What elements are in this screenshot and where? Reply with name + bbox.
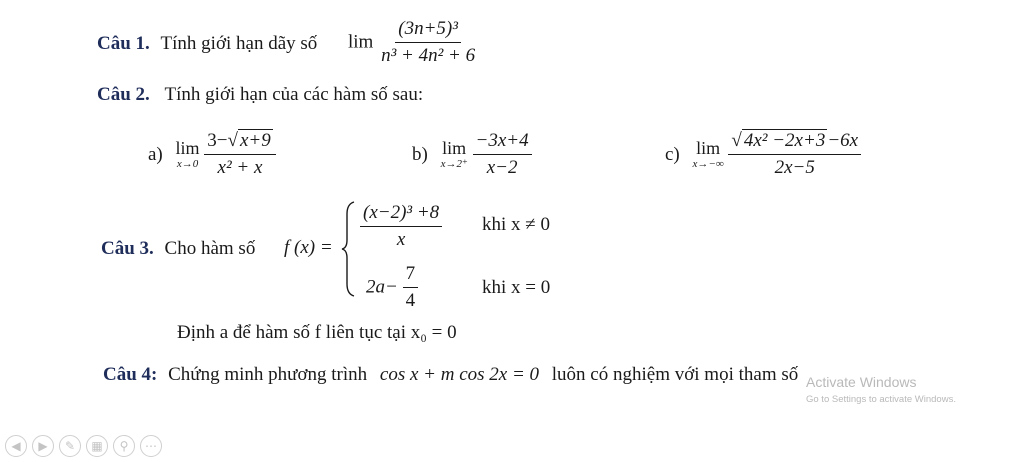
lim-subscript: x→0 xyxy=(176,158,199,170)
question-2 xyxy=(97,84,423,106)
case-2-term: 2a− xyxy=(366,276,398,298)
question-4-label: Câu 4: xyxy=(103,364,158,385)
lim-block xyxy=(176,139,200,170)
question-3-task: Định a để hàm số f liên tục tại x₀ = 0 xyxy=(177,322,457,343)
fraction-numerator: 7 xyxy=(403,263,419,288)
question-1-formula xyxy=(348,18,478,67)
part-a-tag: a) xyxy=(148,143,163,165)
question-2c xyxy=(665,130,861,179)
lim-subscript: x→−∞ xyxy=(692,158,724,170)
part-a-fraction xyxy=(204,130,275,179)
lim-symbol: lim xyxy=(696,138,721,158)
question-2-text: Tính giới hạn của các hàm số sau: xyxy=(164,84,424,105)
slides-icon[interactable]: ▦ xyxy=(86,435,108,457)
fraction-denominator: 4 xyxy=(405,290,416,311)
question-1-label: Câu 1. xyxy=(97,33,150,54)
forward-icon[interactable]: ▶ xyxy=(32,435,54,457)
question-3 xyxy=(101,238,255,260)
case-1-fraction xyxy=(360,202,442,251)
question-2-label: Câu 2. xyxy=(97,84,150,105)
activate-windows-subtitle: Go to Settings to activate Windows. xyxy=(806,394,956,405)
lim-block xyxy=(441,139,468,170)
case-2-fraction xyxy=(403,263,419,312)
question-3-text: Cho hàm số xyxy=(164,238,256,259)
part-b-tag: b) xyxy=(412,143,428,165)
numerator-term: −6x xyxy=(827,130,859,151)
lim-subscript: x→2⁺ xyxy=(440,158,468,170)
case-1-expression xyxy=(360,202,442,251)
case-2-condition: khi x = 0 xyxy=(482,277,551,298)
sqrt-radicand: x+9 xyxy=(239,130,271,151)
fraction-numerator: −3x+4 xyxy=(473,130,532,155)
question-2a xyxy=(148,130,276,179)
zoom-icon[interactable]: ⚲ xyxy=(113,435,135,457)
question-3-label: Câu 3. xyxy=(101,238,154,259)
part-c-tag: c) xyxy=(665,143,680,165)
question-1-fraction xyxy=(378,18,478,67)
lim-block xyxy=(693,139,724,170)
back-icon[interactable]: ◀ xyxy=(5,435,27,457)
case-1-condition: khi x ≠ 0 xyxy=(482,214,550,235)
lim-symbol: lim xyxy=(348,31,374,53)
fraction-numerator: (x−2)³ +8 xyxy=(360,202,442,227)
pen-icon[interactable]: ✎ xyxy=(59,435,81,457)
piecewise-brace xyxy=(340,200,358,298)
fraction-denominator: x² + x xyxy=(217,157,263,178)
part-c-fraction xyxy=(728,130,861,179)
lim-symbol: lim xyxy=(442,138,467,158)
question-4-equation: cos x + m cos 2x = 0 xyxy=(379,364,540,385)
fraction-denominator: 2x−5 xyxy=(774,157,815,178)
fraction-denominator: x−2 xyxy=(486,157,518,178)
fraction-numerator: (3n+5)³ xyxy=(395,18,461,43)
numerator-const: 3− xyxy=(207,130,228,151)
sqrt-radicand: 4x² −2x+3 xyxy=(743,130,826,151)
more-icon[interactable]: ⋯ xyxy=(140,435,162,457)
fraction-denominator: x xyxy=(396,229,406,250)
question-4-text: Chứng minh phương trình xyxy=(168,364,368,385)
question-4 xyxy=(103,364,798,386)
fraction-numerator: √ 4x² −2x+3 −6x xyxy=(728,130,861,155)
question-1 xyxy=(97,33,317,55)
case-2-expression xyxy=(366,263,418,312)
question-1-text: Tính giới hạn dãy số xyxy=(160,33,318,54)
activate-windows-title: Activate Windows xyxy=(806,374,917,390)
fraction-numerator: 3−√ x+9 xyxy=(204,130,275,155)
part-b-fraction xyxy=(473,130,532,179)
question-4-rest: luôn có nghiệm với mọi tham số xyxy=(551,364,799,385)
question-2b xyxy=(412,130,532,179)
fraction-denominator: n³ + 4n² + 6 xyxy=(381,45,476,66)
function-name: f (x) = xyxy=(284,237,333,258)
lim-symbol: lim xyxy=(175,138,200,158)
